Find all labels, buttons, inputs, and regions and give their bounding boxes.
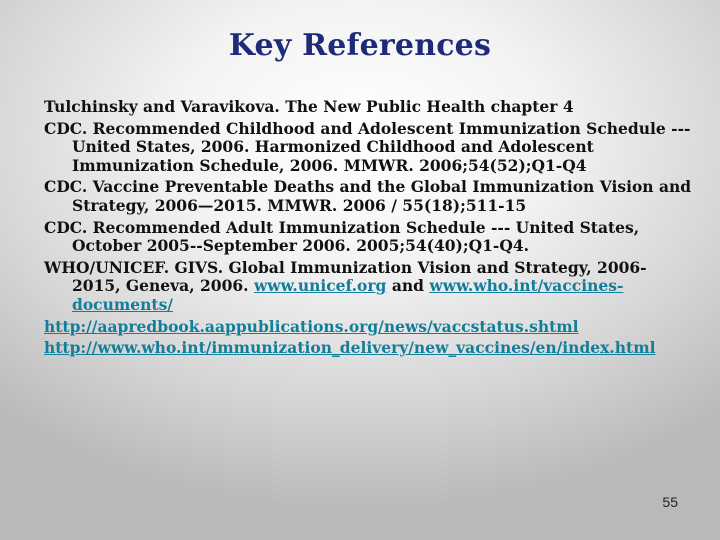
reference-item	[44, 98, 694, 117]
reference-text: WHO/UNICEF. GIVS. Global Immunization Vision and Strategy, 2006-2015, Geneva, 2006.	[44, 257, 647, 296]
who-vaccines-documents-link[interactable]: www.who.int/vaccines-documents/	[72, 276, 624, 314]
reference-item	[44, 178, 694, 215]
reference-item	[44, 219, 694, 256]
slide-title: Key References	[228, 28, 492, 63]
reference-item	[44, 318, 694, 337]
slide-number: 55	[662, 494, 678, 510]
reference-item	[44, 259, 694, 315]
reference-text: CDC. Recommended Adult Immunization Schedule --- United States, October 2005--September 2006. 2005;54(40);Q1-Q4.	[44, 217, 640, 256]
who-new-vaccines-link[interactable]: http://www.who.int/immunization_delivery/new_vaccines/en/index.html	[44, 338, 656, 358]
reference-text: Tulchinsky and Varavikova. The New Public Health chapter 4	[44, 97, 574, 116]
reference-text: and	[391, 276, 424, 296]
references-list	[44, 98, 694, 361]
aap-redbook-link[interactable]: http://aapredbook.aappublications.org/news/vaccstatus.shtml	[44, 316, 579, 336]
reference-item	[44, 339, 694, 358]
reference-text: CDC. Vaccine Preventable Deaths and the Global Immunization Vision and Strategy, 2006—2015. MMWR. 2006 / 55(18);511-15	[44, 177, 692, 215]
unicef-link[interactable]: www.unicef.org	[253, 276, 387, 296]
reference-text: CDC. Recommended Childhood and Adolescent Immunization Schedule --- United States, 2006. Harmonized Childhood and Adolescent Immunization Schedule, 2006. MMWR. 2006;54(52);Q1-Q4	[44, 118, 691, 175]
reference-item	[44, 120, 694, 176]
